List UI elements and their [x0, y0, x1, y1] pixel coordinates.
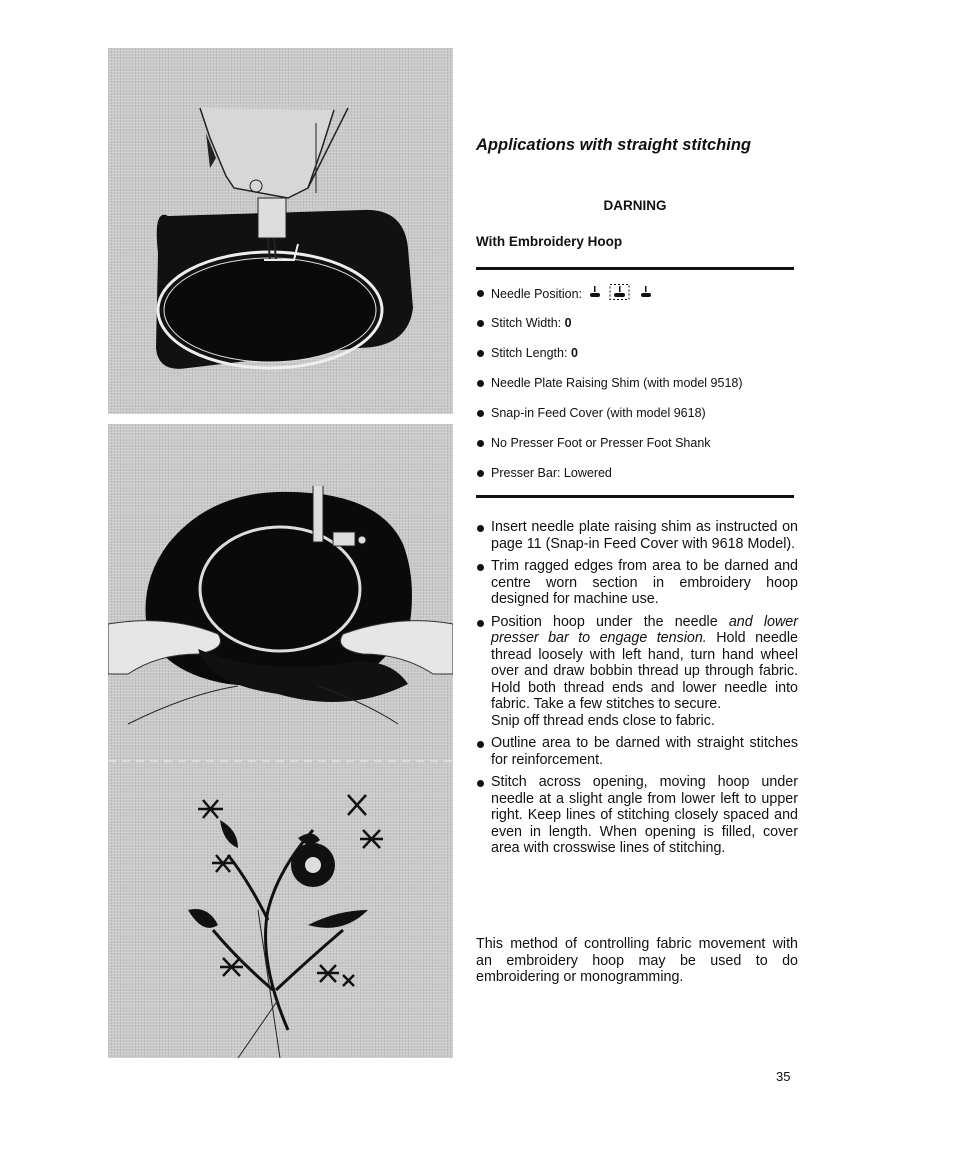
- needle-position-icon: [590, 284, 652, 305]
- subheading: With Embroidery Hoop: [476, 234, 623, 249]
- setting-stitch-width: Stitch Width: 0: [476, 314, 806, 344]
- divider-bottom: [476, 495, 794, 498]
- setting-presser-bar: Presser Bar: Lowered: [476, 464, 806, 494]
- step-3: Position hoop under the needle and lower presser bar to engage tension. Hold needle thread loosely with left hand, turn hand wheel over and draw bobbin thread up through fabric. Hold both thread ends and lower needle into fabric. Take a few stitches to secure. Snip off thread ends close to fabric.: [476, 614, 798, 730]
- section-title: DARNING: [603, 198, 667, 213]
- sewing-machine-hoop-drawing: [108, 48, 453, 414]
- divider-top: [476, 267, 794, 270]
- instruction-steps: [476, 519, 798, 863]
- hands-guiding-hoop-drawing: [108, 424, 453, 760]
- step-5: Stitch across opening, moving hoop under needle at a slight angle from lower left to upper right. Keep lines of stitching closely spaced and even in length. When opening is filled, cover area with crosswise lines of stitching.: [476, 774, 798, 857]
- setting-needle-position: Needle Position:: [476, 284, 806, 314]
- step-2: Trim ragged edges from area to be darned and centre worn section in embroidery hoop designed for machine use.: [476, 558, 798, 608]
- step-4: Outline area to be darned with straight stitches for reinforcement.: [476, 735, 798, 768]
- setting-raising-shim: Needle Plate Raising Shim (with model 9518): [476, 374, 806, 404]
- settings-list: [476, 284, 806, 494]
- hands-guiding-hoop-illustration: [108, 424, 453, 760]
- closing-paragraph: This method of controlling fabric movement with an embroidery hoop may be used to do embroidering or monogramming.: [476, 936, 798, 985]
- step-1: Insert needle plate raising shim as instructed on page 11 (Snap-in Feed Cover with 9618 Model).: [476, 519, 798, 552]
- setting-feed-cover: Snap-in Feed Cover (with model 9618): [476, 404, 806, 434]
- page-number: 35: [776, 1069, 791, 1084]
- embroidered-flower-drawing: [108, 760, 453, 1058]
- setting-stitch-length: Stitch Length: 0: [476, 344, 806, 374]
- setting-presser-foot: No Presser Foot or Presser Foot Shank: [476, 434, 806, 464]
- page-heading: Applications with straight stitching: [476, 136, 752, 154]
- embroidered-flower-illustration: [108, 760, 453, 1058]
- sewing-machine-hoop-illustration: [108, 48, 453, 414]
